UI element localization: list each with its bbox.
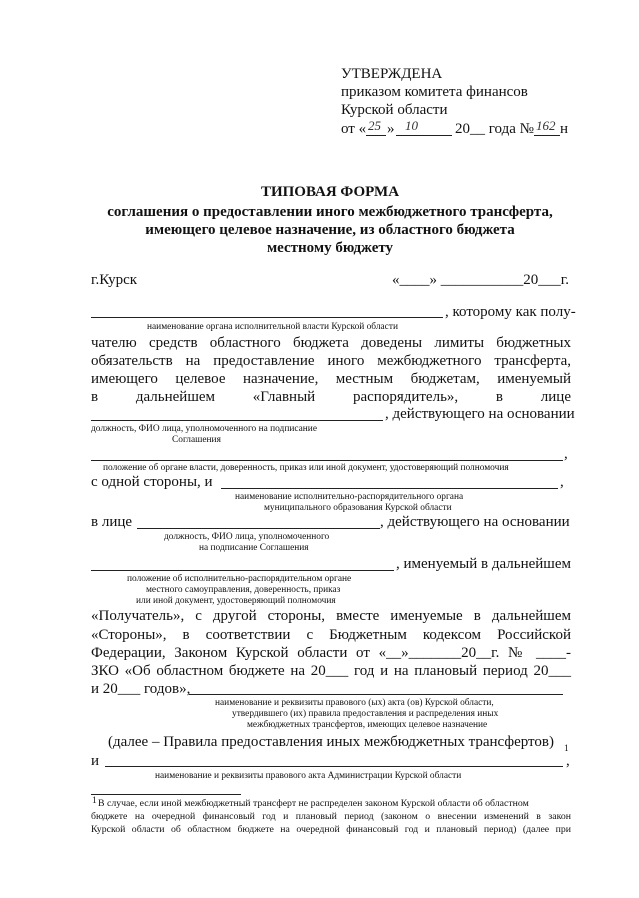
blank-municipal-document xyxy=(91,570,394,571)
caption-authority: наименование органа исполнительной власти Курской области xyxy=(147,322,398,332)
footnote-line-3: Курской области об областном бюджете на очередной финансовый год и плановый период) (далее при xyxy=(91,824,571,835)
place-date: «____» ___________20___г. xyxy=(392,272,569,288)
text-line-4: имеющего целевое назначение, местным бюджетам, именуемый xyxy=(91,371,571,387)
caption-regional-act-2: утвердившего (их) правила предоставления и распределения иных xyxy=(232,709,499,719)
text-line-17-comma: , xyxy=(566,753,570,769)
text-line-8: с одной стороны, и xyxy=(91,474,213,490)
blank-municipal-body xyxy=(221,488,558,489)
text-line-6-tail: , действующего на основании xyxy=(385,406,575,422)
blank-municipal-official xyxy=(137,528,380,529)
place-city: г.Курск xyxy=(91,272,138,288)
text-line-9: в лице xyxy=(91,514,133,530)
caption-municipal-body-2: муниципального образования Курской области xyxy=(264,503,452,513)
text-line-11: «Получатель», с другой стороны, вместе именуемые в дальнейшем xyxy=(91,608,571,624)
day-underline xyxy=(366,135,386,136)
caption-official-2: Соглашения xyxy=(172,435,221,445)
text-line-3: обязательств на предоставление иного межбюджетного трансферта, xyxy=(91,353,571,369)
text-line-13: Федерации, Законом Курской области от «__»_______20__г. № ____- xyxy=(91,645,571,661)
caption-municipal-official-2: на подписание Соглашения xyxy=(199,543,309,553)
caption-municipal-body-1: наименование исполнительно-распорядительного органа xyxy=(235,492,464,502)
text-line-12: «Стороны», в соответствии с Бюджетным кодексом Российской xyxy=(91,627,571,643)
blank-administration-act xyxy=(105,766,563,767)
number-underline xyxy=(534,135,560,136)
form-subtitle-line-3: местному бюджету xyxy=(266,240,394,256)
caption-official-1: должность, ФИО лица, уполномоченного на подписание xyxy=(91,424,317,434)
approval-number-suffix: н xyxy=(560,121,569,137)
caption-regional-act-3: межбюджетных трансфертов, имеющих целевое назначение xyxy=(247,720,488,730)
approval-line-1: УТВЕРЖДЕНА xyxy=(341,66,443,82)
text-line-8-comma: , xyxy=(560,474,564,490)
form-title: ТИПОВАЯ ФОРМА xyxy=(260,184,400,200)
footnote-mark: 1 xyxy=(92,796,97,806)
text-line-5: в дальнейшем «Главный распорядитель», в лице xyxy=(91,389,571,405)
text-line-9-tail: , действующего на основании xyxy=(380,514,570,530)
text-line-14: ЗКО «Об областном бюджете на 20___ год и на плановый период 20___ xyxy=(91,663,571,679)
footnote-separator xyxy=(91,794,241,795)
approval-date-close: » xyxy=(387,121,395,137)
handwritten-order-number: 162 xyxy=(536,118,556,133)
caption-municipal-document-3: или иной документ, удостоверяющий полномочия xyxy=(136,596,336,606)
approval-date-prefix: от « xyxy=(341,121,367,137)
text-line-10-tail: , именуемый в дальнейшем xyxy=(396,556,572,572)
handwritten-day: 25 xyxy=(368,118,381,133)
form-subtitle-line-1: соглашения о предоставлении иного межбюджетного трансферта, xyxy=(107,204,553,220)
caption-regional-act-1: наименование и реквизиты правового (ых) акта (ов) Курской области, xyxy=(215,698,494,708)
handwritten-month: 10 xyxy=(405,118,418,133)
footnote-line-2: бюджете на очередной финансовый год и плановый период (законом о внесении изменений в закон xyxy=(91,811,571,822)
text-line-17: и xyxy=(91,753,100,769)
caption-municipal-document-1: положение об исполнительно-распорядительном органе xyxy=(127,574,352,584)
footnote-reference: 1 xyxy=(564,744,569,754)
blank-authority-name xyxy=(91,317,443,318)
text-line-7-comma: , xyxy=(564,446,568,462)
caption-authority-document: положение об органе власти, доверенность, приказ или иной документ, удостоверяющий полномочия xyxy=(103,463,509,473)
text-line-2: чателю средств областного бюджета доведены лимиты бюджетных xyxy=(91,335,571,351)
blank-authority-document xyxy=(91,460,563,461)
text-line-1-tail: , которому как полу- xyxy=(445,304,576,320)
text-line-15: и 20___ годов», xyxy=(91,681,191,697)
footnote-line-1: В случае, если иной межбюджетный трансферт не распределен законом Курской области об областном xyxy=(98,798,529,809)
text-line-16: (далее – Правила предоставления иных межбюджетных трансфертов) xyxy=(107,734,554,750)
approval-line-3: Курской области xyxy=(341,102,448,118)
month-underline xyxy=(396,135,452,136)
caption-administration-act: наименование и реквизиты правового акта Администрации Курской области xyxy=(155,771,462,781)
form-subtitle-line-2: имеющего целевое назначение, из областного бюджета xyxy=(145,222,515,238)
blank-regional-act xyxy=(189,694,563,695)
blank-official xyxy=(91,420,383,421)
caption-municipal-official-1: должность, ФИО лица, уполномоченного xyxy=(164,532,330,542)
caption-municipal-document-2: местного самоуправления, доверенность, приказ xyxy=(146,585,341,595)
approval-line-2: приказом комитета финансов xyxy=(341,84,528,100)
approval-year-number: 20__ года № xyxy=(455,121,534,137)
